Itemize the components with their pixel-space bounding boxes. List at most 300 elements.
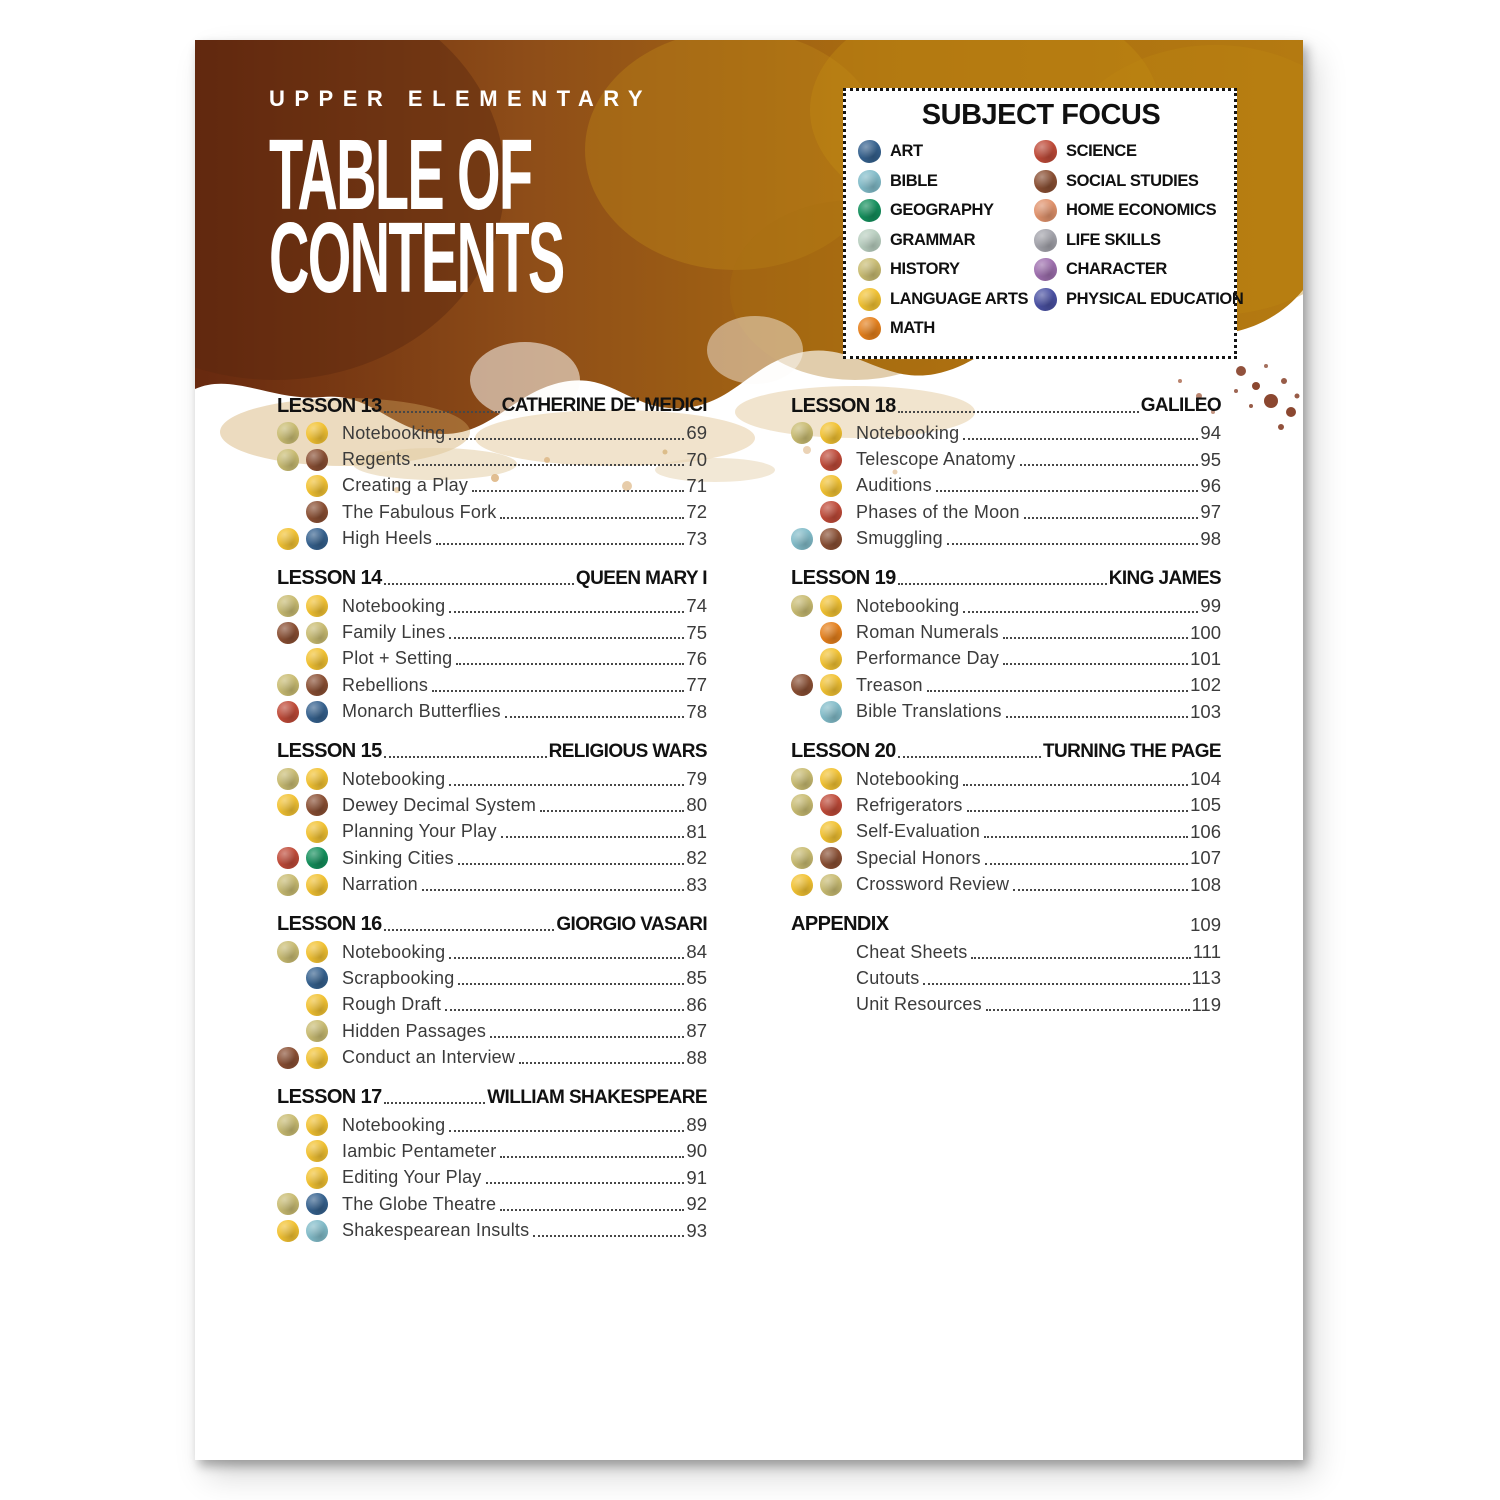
language-arts-subject-dot xyxy=(277,1220,299,1242)
toc-item-title: Editing Your Play xyxy=(342,1167,482,1188)
toc-item-title: Iambic Pentameter xyxy=(342,1140,497,1161)
toc-row xyxy=(791,766,1221,792)
subject-dot-slot xyxy=(820,847,843,869)
language-arts-subject-dot xyxy=(820,475,842,497)
social-studies-subject-dot xyxy=(820,528,842,550)
dotted-leader xyxy=(1003,652,1188,665)
social-studies-subject-dot xyxy=(306,794,328,816)
legend-label: ART xyxy=(890,142,923,161)
lesson-header xyxy=(277,565,707,593)
subject-dot-slot xyxy=(306,1114,329,1136)
dotted-leader xyxy=(947,532,1199,545)
dotted-leader xyxy=(971,946,1190,959)
toc-item-title: Notebooking xyxy=(342,1114,446,1135)
physical-education-subject-dot xyxy=(1034,288,1057,311)
toc-column-left xyxy=(277,392,707,1257)
toc-item-page: 91 xyxy=(686,1166,707,1188)
subject-focus-legend xyxy=(843,88,1244,359)
toc-item-title: Notebooking xyxy=(342,595,446,616)
toc-item-title: Notebooking xyxy=(342,941,446,962)
geography-subject-dot xyxy=(858,199,881,222)
subject-dot-slot xyxy=(277,768,300,790)
toc-item-title: The Globe Theatre xyxy=(342,1193,497,1214)
toc-item-title: Shakespearean Insults xyxy=(342,1220,530,1241)
legend-item-science xyxy=(1034,137,1243,167)
toc-row xyxy=(277,526,707,552)
toc-row xyxy=(277,619,707,645)
toc-item-title: The Fabulous Fork xyxy=(342,501,497,522)
social-studies-subject-dot xyxy=(306,449,328,471)
art-subject-dot xyxy=(306,701,328,723)
subject-dot-slot xyxy=(306,475,329,497)
dotted-leader xyxy=(458,852,685,865)
legend-item-geography xyxy=(858,196,1034,226)
appendix-section xyxy=(791,911,1221,1018)
dotted-leader xyxy=(898,400,1139,413)
toc-item-page: 92 xyxy=(686,1193,707,1215)
toc-item-title: Creating a Play xyxy=(342,475,469,496)
subject-dot-slot xyxy=(306,528,329,550)
toc-page xyxy=(195,40,1303,1460)
dotted-leader xyxy=(449,600,684,613)
history-subject-dot xyxy=(277,449,299,471)
dotted-leader xyxy=(898,745,1041,758)
page-title-line1: TABLE OF xyxy=(269,119,532,231)
lesson-header xyxy=(277,392,707,420)
lesson-header xyxy=(277,738,707,766)
lesson-number: LESSON 13 xyxy=(277,394,382,417)
dotted-leader xyxy=(898,572,1107,585)
legend-item-bible xyxy=(858,167,1034,197)
toc-row xyxy=(791,619,1221,645)
dotted-leader xyxy=(500,1198,684,1211)
subject-dot-slot xyxy=(306,674,329,696)
science-subject-dot xyxy=(820,794,842,816)
toc-item-title: Phases of the Moon xyxy=(856,501,1020,522)
table-of-contents xyxy=(277,392,1221,1257)
toc-item-title: Cutouts xyxy=(856,967,920,988)
social-studies-subject-dot xyxy=(277,622,299,644)
lesson-header xyxy=(277,911,707,939)
toc-row xyxy=(791,446,1221,472)
dotted-leader xyxy=(384,572,574,585)
subject-dot-slot xyxy=(820,622,843,644)
history-subject-dot xyxy=(306,1020,328,1042)
science-subject-dot xyxy=(820,449,842,471)
legend-label: GEOGRAPHY xyxy=(890,201,994,220)
language-arts-subject-dot xyxy=(306,821,328,843)
dotted-leader xyxy=(936,479,1199,492)
dotted-leader xyxy=(486,1171,685,1184)
history-subject-dot xyxy=(277,1193,299,1215)
toc-row xyxy=(277,1217,707,1243)
language-arts-subject-dot xyxy=(306,874,328,896)
history-subject-dot xyxy=(306,622,328,644)
subject-dot-slot xyxy=(820,595,843,617)
toc-item-title: Unit Resources xyxy=(856,994,982,1015)
lesson-section xyxy=(791,738,1221,898)
dotted-leader xyxy=(449,946,684,959)
bible-subject-dot xyxy=(820,701,842,723)
bible-subject-dot xyxy=(306,1220,328,1242)
toc-row xyxy=(791,672,1221,698)
toc-item-title: Notebooking xyxy=(342,422,446,443)
legend-item-physical-education xyxy=(1034,285,1243,315)
subject-dot-slot xyxy=(277,422,300,444)
white-bleed xyxy=(707,316,803,384)
toc-row xyxy=(277,1165,707,1191)
toc-item-page: 99 xyxy=(1200,595,1221,617)
toc-item-title: Bible Translations xyxy=(856,701,1002,722)
dotted-leader xyxy=(963,427,1198,440)
subject-dot-slot xyxy=(277,794,300,816)
toc-item-page: 95 xyxy=(1200,448,1221,470)
subject-dot-slot xyxy=(277,595,300,617)
language-arts-subject-dot xyxy=(306,475,328,497)
toc-row xyxy=(791,499,1221,525)
subject-dot-slot xyxy=(306,648,329,670)
lesson-topic: CATHERINE DE' MEDICI xyxy=(501,395,707,416)
legend-item-home-economics xyxy=(1034,196,1243,226)
language-arts-subject-dot xyxy=(306,595,328,617)
toc-item-page: 98 xyxy=(1200,527,1221,549)
lesson-section xyxy=(277,392,707,552)
toc-item-page: 104 xyxy=(1190,768,1221,790)
subject-dot-slot xyxy=(820,821,843,843)
lesson-section xyxy=(277,1084,707,1244)
history-subject-dot xyxy=(791,847,813,869)
legend-label: HISTORY xyxy=(890,260,960,279)
art-subject-dot xyxy=(858,140,881,163)
toc-item-title: Narration xyxy=(342,874,418,895)
lesson-section xyxy=(277,738,707,898)
page-title-line2: CONTENTS xyxy=(269,202,564,314)
toc-item-title: Conduct an Interview xyxy=(342,1047,516,1068)
dotted-leader xyxy=(384,1091,486,1104)
language-arts-subject-dot xyxy=(306,1167,328,1189)
lesson-section xyxy=(791,565,1221,725)
lesson-section xyxy=(791,392,1221,552)
lesson-section xyxy=(277,911,707,1071)
toc-row xyxy=(791,871,1221,897)
toc-item-page: 76 xyxy=(686,647,707,669)
toc-row xyxy=(791,939,1221,965)
subject-dot-slot xyxy=(306,422,329,444)
toc-item-page: 111 xyxy=(1192,941,1221,963)
toc-item-title: Self-Evaluation xyxy=(856,821,981,842)
toc-item-title: Planning Your Play xyxy=(342,821,497,842)
subject-dot-slot xyxy=(277,449,300,471)
toc-item-title: Scrapbooking xyxy=(342,967,455,988)
dotted-leader xyxy=(963,773,1188,786)
toc-item-page: 86 xyxy=(686,993,707,1015)
toc-row xyxy=(277,819,707,845)
art-subject-dot xyxy=(306,528,328,550)
subject-dot-slot xyxy=(306,1047,329,1069)
history-subject-dot xyxy=(277,1114,299,1136)
dotted-leader xyxy=(445,998,684,1011)
toc-item-title: Hidden Passages xyxy=(342,1020,487,1041)
subject-dot-slot xyxy=(306,768,329,790)
legend-label: SOCIAL STUDIES xyxy=(1066,171,1199,190)
toc-item-page: 100 xyxy=(1190,621,1221,643)
dotted-leader xyxy=(449,427,684,440)
toc-item-page: 107 xyxy=(1190,847,1221,869)
legend-label: CHARACTER xyxy=(1066,260,1167,279)
toc-row xyxy=(277,499,707,525)
lesson-number: LESSON 15 xyxy=(277,740,382,763)
toc-item-page: 88 xyxy=(686,1046,707,1068)
subject-dot-slot xyxy=(820,475,843,497)
language-arts-subject-dot xyxy=(820,768,842,790)
history-subject-dot xyxy=(277,768,299,790)
dotted-leader xyxy=(490,1025,684,1038)
toc-item-title: Auditions xyxy=(856,475,932,496)
lesson-number: LESSON 14 xyxy=(277,567,382,590)
subject-dot-slot xyxy=(791,528,814,550)
toc-item-page: 73 xyxy=(686,527,707,549)
toc-row xyxy=(791,965,1221,991)
lesson-topic: QUEEN MARY I xyxy=(575,567,707,589)
subject-dot-slot xyxy=(306,1020,329,1042)
lesson-topic: GALILEO xyxy=(1140,395,1221,416)
subject-dot-slot xyxy=(306,1193,329,1215)
appendix-page: 109 xyxy=(1190,913,1221,935)
social-studies-subject-dot xyxy=(277,1047,299,1069)
dotted-leader xyxy=(449,1119,684,1132)
language-arts-subject-dot xyxy=(820,648,842,670)
language-arts-subject-dot xyxy=(791,874,813,896)
legend-label: GRAMMAR xyxy=(890,230,976,249)
subject-dot-slot xyxy=(306,967,329,989)
dotted-leader xyxy=(500,1145,684,1158)
dotted-leader xyxy=(384,745,547,758)
subject-dot-slot xyxy=(306,1167,329,1189)
toc-row xyxy=(277,1112,707,1138)
history-subject-dot xyxy=(820,874,842,896)
toc-row xyxy=(277,446,707,472)
toc-row xyxy=(791,699,1221,725)
toc-row xyxy=(277,792,707,818)
dotted-leader xyxy=(384,918,555,931)
lesson-header xyxy=(791,392,1221,420)
toc-item-title: Treason xyxy=(856,674,923,695)
toc-row xyxy=(277,593,707,619)
lesson-number: LESSON 18 xyxy=(791,394,896,417)
toc-row xyxy=(791,526,1221,552)
dotted-leader xyxy=(984,825,1188,838)
legend-item-art xyxy=(858,137,1034,167)
lesson-header xyxy=(791,565,1221,593)
toc-row xyxy=(277,845,707,871)
legend-label: LIFE SKILLS xyxy=(1066,230,1161,249)
toc-row xyxy=(791,819,1221,845)
subject-dot-slot xyxy=(791,674,814,696)
subject-dot-slot xyxy=(820,674,843,696)
subject-dot-slot xyxy=(277,1114,300,1136)
subject-dot-slot xyxy=(820,701,843,723)
language-arts-subject-dot xyxy=(277,528,299,550)
dotted-leader xyxy=(501,825,685,838)
page-title xyxy=(269,119,564,314)
dotted-leader xyxy=(533,1224,684,1237)
lesson-number: LESSON 19 xyxy=(791,567,896,590)
toc-item-title: Notebooking xyxy=(856,422,960,443)
science-subject-dot xyxy=(277,847,299,869)
subject-dot-slot xyxy=(277,622,300,644)
history-subject-dot xyxy=(791,422,813,444)
subject-dot-slot xyxy=(820,528,843,550)
social-studies-subject-dot xyxy=(820,847,842,869)
lesson-header xyxy=(277,1084,707,1112)
subject-dot-slot xyxy=(820,648,843,670)
lesson-topic: TURNING THE PAGE xyxy=(1043,740,1221,762)
art-subject-dot xyxy=(306,1193,328,1215)
math-subject-dot xyxy=(820,622,842,644)
legend-item-social-studies xyxy=(1034,167,1243,197)
dotted-leader xyxy=(985,852,1188,865)
toc-item-page: 75 xyxy=(686,621,707,643)
science-subject-dot xyxy=(820,501,842,523)
subject-dot-slot xyxy=(791,794,814,816)
social-studies-subject-dot xyxy=(791,674,813,696)
subject-dot-slot xyxy=(306,941,329,963)
subject-dot-slot xyxy=(277,1047,300,1069)
social-studies-subject-dot xyxy=(306,674,328,696)
toc-item-page: 69 xyxy=(686,422,707,444)
page-subtitle: UPPER ELEMENTARY xyxy=(269,86,653,111)
geography-subject-dot xyxy=(306,847,328,869)
toc-item-page: 96 xyxy=(1200,474,1221,496)
toc-row xyxy=(277,1191,707,1217)
dotted-leader xyxy=(458,972,684,985)
toc-item-title: Refrigerators xyxy=(856,794,963,815)
subject-dot-slot xyxy=(306,701,329,723)
toc-row xyxy=(277,992,707,1018)
subject-dot-slot xyxy=(277,874,300,896)
history-subject-dot xyxy=(858,258,881,281)
legend-item-grammar xyxy=(858,226,1034,256)
dotted-leader xyxy=(500,506,684,519)
subject-dot-slot xyxy=(820,794,843,816)
toc-item-page: 90 xyxy=(686,1140,707,1162)
subject-dot-slot xyxy=(277,1220,300,1242)
toc-column-right xyxy=(791,392,1221,1257)
toc-row xyxy=(791,992,1221,1018)
history-subject-dot xyxy=(277,422,299,444)
subject-dot-slot xyxy=(306,794,329,816)
history-subject-dot xyxy=(277,595,299,617)
toc-row xyxy=(277,672,707,698)
legend-label: BIBLE xyxy=(890,171,938,190)
toc-item-page: 72 xyxy=(686,501,707,523)
dotted-leader xyxy=(540,799,684,812)
toc-item-title: Notebooking xyxy=(342,768,446,789)
history-subject-dot xyxy=(277,941,299,963)
toc-item-title: Notebooking xyxy=(856,595,960,616)
toc-row xyxy=(791,792,1221,818)
subject-dot-slot xyxy=(306,821,329,843)
character-subject-dot xyxy=(1034,258,1057,281)
toc-item-page: 85 xyxy=(686,967,707,989)
legend-label: SCIENCE xyxy=(1066,142,1137,161)
toc-item-title: Roman Numerals xyxy=(856,622,999,643)
toc-item-title: Sinking Cities xyxy=(342,847,454,868)
toc-item-page: 71 xyxy=(686,474,707,496)
dotted-leader xyxy=(1006,705,1188,718)
lesson-number: LESSON 16 xyxy=(277,913,382,936)
subject-dot-slot xyxy=(277,941,300,963)
dotted-leader xyxy=(449,626,684,639)
toc-item-title: Special Honors xyxy=(856,847,981,868)
social-studies-subject-dot xyxy=(306,501,328,523)
toc-row xyxy=(277,871,707,897)
toc-item-title: Notebooking xyxy=(856,768,960,789)
toc-item-title: Performance Day xyxy=(856,648,1000,669)
home-economics-subject-dot xyxy=(1034,199,1057,222)
toc-row xyxy=(277,965,707,991)
toc-item-page: 94 xyxy=(1200,422,1221,444)
toc-item-page: 82 xyxy=(686,847,707,869)
subject-dot-slot xyxy=(306,622,329,644)
dotted-leader xyxy=(1013,878,1188,891)
toc-item-page: 78 xyxy=(686,700,707,722)
lesson-number: LESSON 20 xyxy=(791,740,896,763)
toc-item-title: Smuggling xyxy=(856,528,943,549)
science-subject-dot xyxy=(277,701,299,723)
toc-item-title: Regents xyxy=(342,449,411,470)
subject-dot-slot xyxy=(791,847,814,869)
history-subject-dot xyxy=(791,794,813,816)
language-arts-subject-dot xyxy=(306,1047,328,1069)
legend-title: SUBJECT FOCUS xyxy=(921,99,1161,131)
toc-row xyxy=(791,420,1221,446)
legend-label: HOME ECONOMICS xyxy=(1066,201,1217,220)
language-arts-subject-dot xyxy=(858,288,881,311)
language-arts-subject-dot xyxy=(306,1114,328,1136)
toc-item-page: 70 xyxy=(686,448,707,470)
toc-item-page: 105 xyxy=(1190,794,1221,816)
history-subject-dot xyxy=(277,674,299,696)
subject-dot-slot xyxy=(791,595,814,617)
subject-dot-slot xyxy=(306,595,329,617)
history-subject-dot xyxy=(277,874,299,896)
legend-item-language-arts xyxy=(858,285,1034,315)
toc-item-page: 74 xyxy=(686,595,707,617)
toc-row xyxy=(277,420,707,446)
language-arts-subject-dot xyxy=(306,1140,328,1162)
dotted-leader xyxy=(432,679,684,692)
toc-item-page: 113 xyxy=(1191,967,1221,989)
toc-item-page: 87 xyxy=(686,1020,707,1042)
toc-row xyxy=(791,473,1221,499)
math-subject-dot xyxy=(858,317,881,340)
subject-dot-slot xyxy=(820,768,843,790)
language-arts-subject-dot xyxy=(277,794,299,816)
dotted-leader xyxy=(1024,506,1199,519)
toc-item-page: 97 xyxy=(1200,501,1221,523)
bible-subject-dot xyxy=(858,170,881,193)
language-arts-subject-dot xyxy=(820,595,842,617)
toc-row xyxy=(277,473,707,499)
title-block xyxy=(269,86,795,314)
lesson-topic: RELIGIOUS WARS xyxy=(548,740,707,762)
dotted-leader xyxy=(422,878,685,891)
toc-item-page: 81 xyxy=(686,820,707,842)
toc-item-page: 106 xyxy=(1190,820,1221,842)
subject-dot-slot xyxy=(306,449,329,471)
appendix-label: APPENDIX xyxy=(791,913,889,936)
